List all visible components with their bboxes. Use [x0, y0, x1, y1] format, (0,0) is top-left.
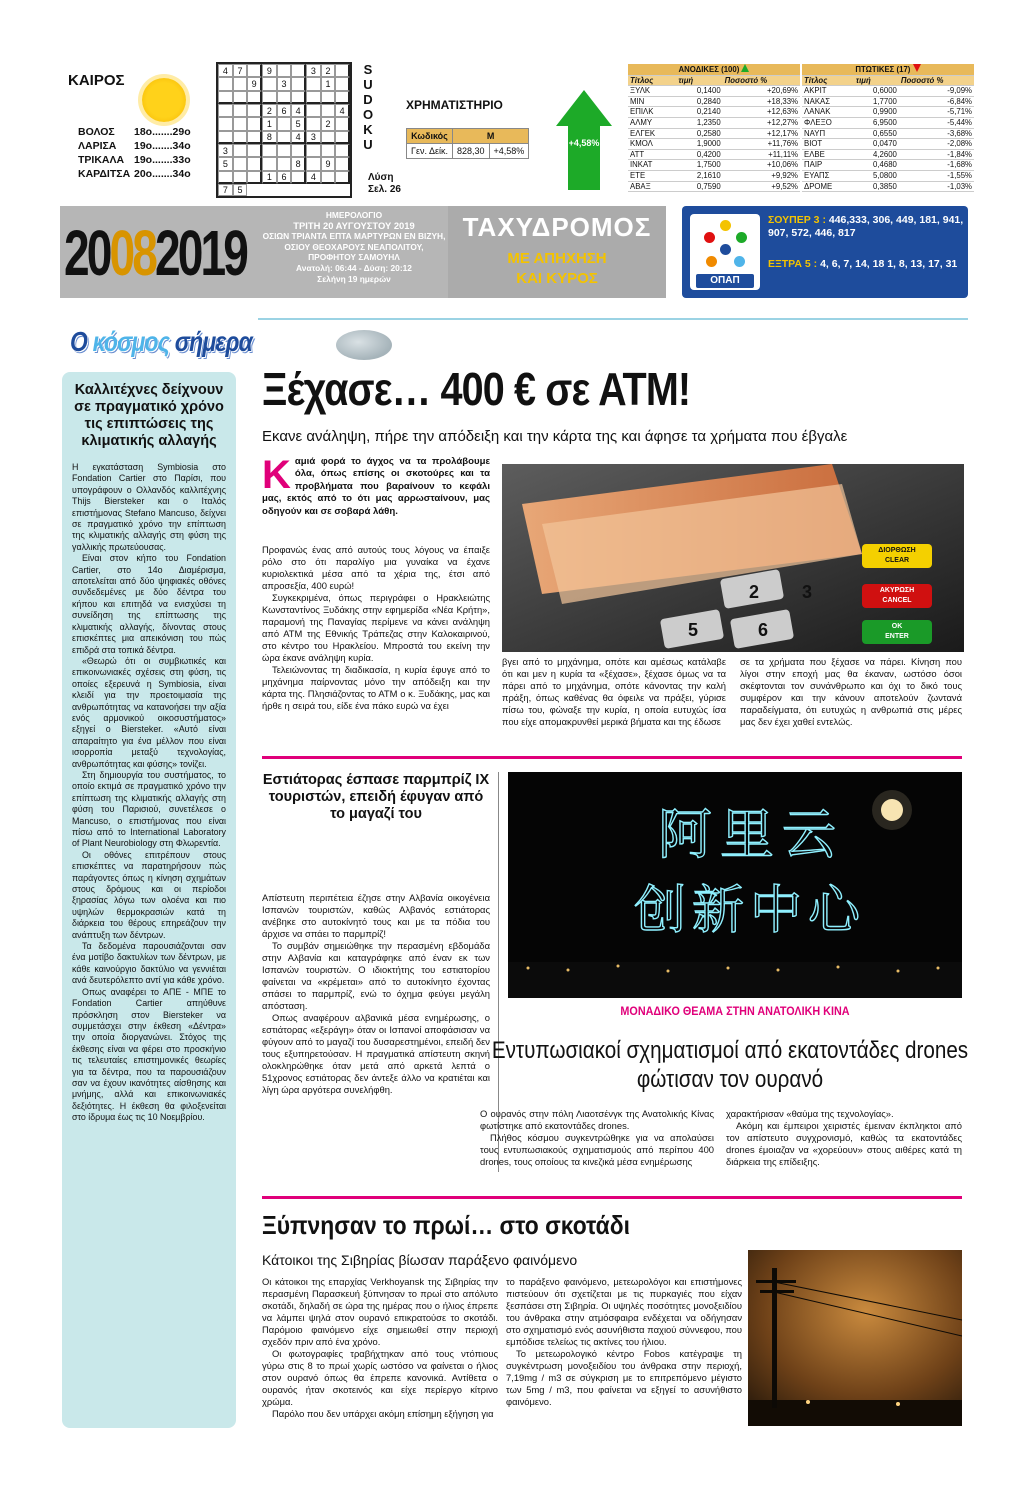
stock-cell: +11,76%	[723, 139, 800, 150]
stock-cell: Γεν. Δείκ.	[407, 144, 453, 159]
globe-icon	[336, 330, 392, 360]
stock-row	[628, 96, 800, 107]
sudoku-cell	[218, 77, 233, 90]
sudoku-cell: 1	[262, 171, 277, 184]
sudoku-cell: 1	[321, 77, 336, 90]
stock-cell: 1,7700	[854, 96, 899, 107]
sudoku-cell	[277, 131, 292, 144]
left-article	[62, 372, 236, 1428]
stock-row	[628, 160, 800, 171]
sudoku-cell: 2	[262, 104, 277, 117]
stock-index-table	[406, 128, 529, 159]
sudoku-cell	[218, 171, 233, 184]
opap-brand: ΟΠΑΠ	[696, 274, 754, 288]
stock-cell: ΙΝΚΑΤ	[628, 160, 676, 171]
paragraph: Η εγκατάσταση Symbiosia στο Fondation Cartier στο Παρίσι, που υπογράφουν ο Ολλανδός καλλιτέχνης Thijs Biersteker και ο Ιταλός επιστήμονας Stefano Mancuso, δείχνει σε πραγματικό χρόνο την επίπτωση της κλιματικής αλλαγής στη φύση της γαλλικής πρωτεύουσας.	[72, 462, 226, 552]
stock-cell: +11,11%	[723, 149, 800, 160]
paragraph: Το συμβάν σημειώθηκε την περασμένη εβδομάδα στην Αλβανία και καταγράφηκε από έναν εκ των Ισπανών τουριστών. Ο ιδιοκτήτης του εστιατορίου φαίνεται να «κρέμεται» από το αυτοκίνητο έχοντας σπάσει το παρμπρίζ, ενώ το όχημα φεύγει μεγάλη απόσταση.	[262, 940, 490, 1011]
sudoku-cell	[233, 144, 248, 157]
sudoku-cell	[262, 91, 277, 104]
stock-row	[628, 170, 800, 181]
sudoku-cell: 4	[291, 104, 306, 117]
sudoku-cell	[335, 157, 350, 170]
stock-cell: -1,84%	[899, 149, 974, 160]
sudoku-cell	[247, 64, 262, 77]
sudoku-cell: 5	[233, 184, 248, 196]
sudoku-cell	[321, 171, 336, 184]
sudoku-solution-ref: Λύση Σελ. 26	[368, 172, 401, 195]
stock-cell: ΑΛΜΥ	[628, 117, 676, 128]
stock-row	[802, 160, 974, 171]
super3-results: ΣΟΥΠΕΡ 3 : 446,333, 306, 449, 181, 941, 907, 572, 446, 817	[768, 214, 964, 239]
paragraph: Προφανώς ένας από αυτούς τους λόγους να έπαιξε ρόλο στο ότι παραλίγο μια γυναίκα να έχανε κυριολεκτικά μέσα από τα χέρια της, έτσι από απροσεξία, 400 ευρώ!	[262, 544, 490, 591]
stock-cell: ΚΜΟΛ	[628, 139, 676, 150]
stock-cell: 0,3850	[854, 181, 899, 192]
sudoku-cell: 5	[218, 157, 233, 170]
paragraph: Ο ουρανός στην πόλη Λιαοτσένγκ της Ανατολικής Κίνας φωτίστηκε από εκατοντάδες drones.	[480, 1108, 714, 1131]
atm-key: 6	[758, 620, 769, 640]
sudoku-cell	[321, 104, 336, 117]
sudoku-cell	[335, 131, 350, 144]
paragraph: Οι κάτοικοι της επαρχίας Verkhoyansk της Σιβηρίας την περασμένη Παρασκευή ξύπνησαν το πρωί στο απόλυτο σκοτάδι, δηλαδή σε ώρα της ημέρας που ο ήλιος έπρεπε να λάμπει ψηλά στον ουρανό επικρατούσε το σκοτάδι. Παρόμοιο φαινόμενο είχε σημειωθεί στην περιοχή σχεδόν πριν από ένα χρόνο.	[262, 1276, 498, 1347]
drone-formation-bottom: 创新中心	[634, 881, 867, 941]
sun-icon	[142, 78, 186, 122]
stock-row	[802, 96, 974, 107]
sudoku-cell	[306, 91, 321, 104]
sudoku-cell	[306, 117, 321, 130]
sudoku-cell	[262, 77, 277, 90]
sudoku-cell: 2	[321, 64, 336, 77]
sudoku-cell	[247, 117, 262, 130]
opap-logo-icon	[690, 214, 760, 290]
sudoku-cell	[277, 157, 292, 170]
restaurant-body	[262, 892, 490, 1096]
sudoku-cell	[233, 117, 248, 130]
stock-cell: ΕΥΑΠΣ	[802, 170, 854, 181]
stock-cell: +12,63%	[723, 107, 800, 118]
sudoku-cell	[247, 131, 262, 144]
sudoku-cell	[247, 104, 262, 117]
sudoku-cell: 1	[262, 117, 277, 130]
sudoku-cell: 3	[306, 131, 321, 144]
sudoku-cell	[306, 157, 321, 170]
stock-cell: ΜΙΝ	[628, 96, 676, 107]
stock-cell: -9,09%	[899, 86, 974, 97]
stock-cell: 6,9500	[854, 117, 899, 128]
sudoku-cell: 8	[291, 157, 306, 170]
stock-cell: -6,84%	[899, 96, 974, 107]
sudoku-label: S U D O K U	[362, 62, 374, 152]
sudoku-cell	[335, 117, 350, 130]
sudoku-cell	[291, 171, 306, 184]
paragraph: Οπως αναφέρουν αλβανικά μέσα ενημέρωσης, ο εστιάτορας «εξεράγη» όταν οι Ισπανοί αποφάσισαν να φύγουν από το μαγαζί του δυσαρεστημένοι, επειδή δεν τους εξυπηρετούσαν. Η πραγματικά απίστευτη σκηνή ολοκληρώθηκε όταν μετά από αρκετά λεπτά ο 51χρονος εστιάτορας δεν άντεξε άλλο να κρατιέται και λίγη ώρα αργότερα συνελήφθη.	[262, 1012, 490, 1095]
paragraph: «Θεωρώ ότι οι συμβιωτικές και επικοινωνιακές σχέσεις στη φύση, τις οποίες εξερευνά η Symbiosia, είναι κλειδί για την προετοιμασία της ανθρωπότητας να κατανοήσει την αξία ενός αρμονικού οικοσυστήματος» εξηγεί ο Biersteker. «Αυτό είναι απαραίτητο για ένα μέλλον που είναι ισορροπία μεταξύ τεχνολογίας, ανθρωπότητας και φύσης» τονίζει.	[72, 655, 226, 769]
paragraph: Το μετεωρολογικό κέντρο Fobos κατέγραψε τη συγκέντρωση μονοξειδίου του άνθρακα στην περιοχή, 7,19mg / m3 σε σύγκριση με το επιτρεπόμενο μέγιστο των 5mg / m3, που φαίνεται να εξηγεί το ασυνήθιστο φαινόμενο.	[506, 1348, 742, 1407]
stock-cell: ΠΑΙΡ	[802, 160, 854, 171]
weather-row: ΚΑΡΔΙΤΣΑ 20ο.......34ο	[78, 168, 191, 180]
sudoku-cell	[335, 77, 350, 90]
stock-cell: 0,7590	[676, 181, 722, 192]
stock-row	[628, 181, 800, 192]
up-arrow-icon	[556, 90, 612, 190]
main-lead: Καμιά φορά το άγχος να τα προλάβουμε όλα, όπως επίσης οι σκοτούρες και τα προβλήματα που βαραίνουν το κεφάλι μας, εκτός από το ότι μας αρρωσταίνουν, μας οδηγούν και σε σοβαρά λάθη.	[262, 453, 490, 517]
sudoku-cell	[277, 91, 292, 104]
sudoku-cell	[321, 131, 336, 144]
sudoku-cell	[218, 104, 233, 117]
sudoku-cell	[335, 91, 350, 104]
drones-photo	[508, 772, 962, 998]
sudoku-cell: 3	[306, 64, 321, 77]
stock-cell: 1,9000	[676, 139, 722, 150]
weather-title: ΚΑΙΡΟΣ	[68, 72, 125, 89]
stock-cell: 0,4200	[676, 149, 722, 160]
stock-cell: ΑΒΑΞ	[628, 181, 676, 192]
stock-row	[802, 139, 974, 150]
stock-cell: -3,68%	[899, 128, 974, 139]
stock-cell: +12,17%	[723, 128, 800, 139]
stock-cell: ΒΙΟΤ	[802, 139, 854, 150]
atm-photo	[502, 464, 964, 652]
rise-icon	[741, 64, 749, 72]
stock-cell: 0,6550	[854, 128, 899, 139]
sudoku-cell	[335, 144, 350, 157]
atm-key-clear: ΔΙΟΡΘΩΣΗ CLEAR	[878, 547, 916, 564]
sudoku-cell	[291, 77, 306, 90]
stock-cell: 1,7500	[676, 160, 722, 171]
stock-cell: ΕΛΒΕ	[802, 149, 854, 160]
stock-cell: ΝΑΚΑΣ	[802, 96, 854, 107]
stock-cell: 2,1610	[676, 170, 722, 181]
section-header: Ο κόσμος σήμερα	[60, 316, 350, 368]
sudoku-cell: 4	[306, 171, 321, 184]
stock-row	[628, 139, 800, 150]
paragraph: Συγκεκριμένα, όπως περιγράφει ο Ηρακλειώτης Κωνσταντίνος Ξυδάκης στην εφημερίδα «Νέα Κρήτη», παραμονή της Παναγίας περίμενε να κάνει ανάληψη από ΑΤΜ της Εθνικής Τράπεζας στην Καλοκαιρινού, στο κέντρο του Ηρακλείου. Μπροστά του εκείνη την ώρα έκανε ανάληψη κυρία.	[262, 592, 490, 663]
stock-cell: 0,2580	[676, 128, 722, 139]
sudoku-cell: 8	[262, 131, 277, 144]
stock-row	[628, 149, 800, 160]
sudoku-cell: 6	[277, 104, 292, 117]
sudoku-cell	[306, 144, 321, 157]
index-change: +4,58%	[568, 138, 600, 148]
sudoku-cell: 5	[291, 117, 306, 130]
atm-key: 3	[802, 582, 813, 602]
slogan-line: ΜΕ ΑΠΗΧΗΣΗ	[507, 250, 607, 267]
siberia-col-1	[262, 1276, 498, 1420]
stock-cell: ΛΑΝΑΚ	[802, 107, 854, 118]
stock-cell: +4,58%	[489, 144, 529, 159]
sudoku-cell	[218, 117, 233, 130]
stock-cell: ΦΛΕΞΟ	[802, 117, 854, 128]
stock-cell: 0,0470	[854, 139, 899, 150]
sudoku-cell	[218, 91, 233, 104]
stock-row	[802, 107, 974, 118]
main-col-1	[262, 544, 490, 712]
sudoku-cell: 6	[277, 171, 292, 184]
sudoku-cell	[247, 91, 262, 104]
stock-cell: -2,08%	[899, 139, 974, 150]
atm-key: 5	[688, 620, 699, 640]
paragraph: χαρακτήρισαν «θαύμα της τεχνολογίας».	[726, 1108, 894, 1119]
sudoku-cell: 7	[218, 184, 233, 196]
stock-cell: ΕΠΙΛΚ	[628, 107, 676, 118]
weather-row: ΤΡΙΚΑΛΑ 19ο.......33ο	[78, 154, 191, 166]
left-body	[72, 462, 226, 1124]
divider	[262, 756, 962, 759]
stock-cell: +18,33%	[723, 96, 800, 107]
stock-row	[628, 128, 800, 139]
atm-key-enter: ΟΚ ENTER	[885, 623, 909, 640]
stock-cell: ΕΛΓΕΚ	[628, 128, 676, 139]
stock-cell: 1,2350	[676, 117, 722, 128]
slogan-line: ΚΑΙ ΚΥΡΟΣ	[516, 270, 598, 287]
stock-cell: ΑΤΤ	[628, 149, 676, 160]
sudoku-cell	[233, 131, 248, 144]
weather-row: ΒΟΛΟΣ 18ο.......29ο	[78, 126, 191, 138]
stock-header: Μ	[453, 129, 529, 144]
stock-row	[628, 86, 800, 97]
sudoku-cell	[233, 171, 248, 184]
falling-stocks-table: ΠΤΩΤΙΚΕΣ (17) Τίτλος τιμή Ποσοστό % ΑΚΡΙΤ 0,6000 -9,09% ΝΑΚΑΣ 1,7700 -6,84% ΛΑΝΑΚ 0,9900 -5,71% ΦΛΕΞΟ 6,9500 -5,44% ΝΑΥΠ 0,6550 -3,68% ΒΙΟΤ 0,0470 -2,08% ΕΛΒΕ 4,2600 -1,84% ΠΑΙΡ 0,4680 -1,68% ΕΥΑΠΣ 5,0800 -1,55% ΔΡΟΜΕ 0,3850 -1,03%	[804, 65, 972, 191]
stock-cell: +9,52%	[723, 181, 800, 192]
big-date: 20082019	[64, 217, 246, 289]
sudoku-cell: 4	[218, 64, 233, 77]
fall-icon	[913, 64, 921, 72]
sudoku-cell	[277, 64, 292, 77]
section-rule	[258, 318, 968, 320]
sudoku-cell	[321, 144, 336, 157]
siberia-headline: Ξύπνησαν το πρωί… στο σκοτάδι	[262, 1210, 630, 1240]
sudoku-cell	[321, 91, 336, 104]
paragraph: Οπως αναφέρει το ΑΠΕ - ΜΠΕ το Fondation Cartier απηύθυνε πρόσκληση στον Biersteker να συμμετάσχει στην έκθεση «Δέντρα» την οποία διοργανώνει. Στόχος της έκθεσης είναι να φέρει στο προσκήνιο τις τελευταίες επιστημονικές θεωρίες για τα δέντρα, που τα παρουσιάζουν σαν να έχουν ικανότητες αίσθησης και μνήμης, αλλά και επικοινωνιακές δεξιότητες. Η έκθεση θα φιλοξενείται στο ίδρυμα έως τις 10 Νοεμβρίου.	[72, 986, 226, 1123]
drones-headline: Εντυπωσιακοί σχηματισμοί από εκατοντάδες drones φώτισαν τον ουρανό	[491, 1037, 969, 1093]
stock-row	[802, 117, 974, 128]
stock-cell: 828,30	[453, 144, 490, 159]
main-col-2: βγει από το μηχάνημα, οπότε και αμέσως κατάλαβε ότι και μεν η κυρία τα «ξέχασε», ξέχασε όμως να τα πάρει από το μηχάνημα, οπότε κάνοντας την καλή πράξη, όπως καθένας θα όφειλε να πράξει, γύρισε πίσω του, φώναξε την κυρία, η οποία ευτυχώς ίσα που είχε απομακρυνθεί μερικά βήματα και της έδωσε	[502, 656, 726, 727]
extra5-results: ΕΞΤΡΑ 5 : 4, 6, 7, 14, 18 1, 8, 13, 17, 31	[768, 258, 958, 270]
sudoku-cell	[277, 144, 292, 157]
paragraph: Είναι στον κήπο του Fondation Cartier, στο 14ο Διαμέρισμα, αποτελείται από δύο ψηφιακές οθόνες συνδεδεμένες με δύο δέντρα του κήπου και επιτηδά να ενισχύσει τη συνείδηση της επίπτωσης της κλιματικής αλλαγής, δίνοντας στους επισκέπτες μια απεικόνιση του πώς επιδρά στα τοπικά δέντρα.	[72, 553, 226, 655]
stock-cell: ΞΥΛΚ	[628, 86, 676, 97]
sudoku-cell	[233, 77, 248, 90]
sudoku-cell: 9	[321, 157, 336, 170]
drones-caption: ΜΟΝΑΔΙΚΟ ΘΕΑΜΑ ΣΤΗΝ ΑΝΑΤΟΛΙΚΗ ΚΙΝΑ	[620, 1004, 850, 1018]
stock-cell: -1,55%	[899, 170, 974, 181]
stock-cell: 0,6000	[854, 86, 899, 97]
sudoku-cell: 9	[247, 77, 262, 90]
stock-row	[802, 170, 974, 181]
stock-cell: 0,1400	[676, 86, 722, 97]
sudoku-cell	[262, 144, 277, 157]
sudoku-cell	[306, 77, 321, 90]
sudoku-cell: 7	[233, 64, 248, 77]
stock-cell: ΑΚΡΙΤ	[802, 86, 854, 97]
atm-key-cancel: ΑΚΥΡΩΣΗ CANCEL	[879, 587, 915, 604]
stock-row	[802, 128, 974, 139]
stock-cell: 4,2600	[854, 149, 899, 160]
stock-cell: -5,44%	[899, 117, 974, 128]
stock-cell: +12,27%	[723, 117, 800, 128]
stock-cell: ΕΤΕ	[628, 170, 676, 181]
weather-row: ΛΑΡΙΣΑ 19ο.......34ο	[78, 140, 191, 152]
sudoku-cell	[291, 64, 306, 77]
sudoku-grid	[216, 62, 352, 198]
atm-key: 2	[749, 582, 760, 602]
stock-cell: +20,69%	[723, 86, 800, 97]
paragraph: Τελειώνοντας τη διαδικασία, η κυρία έφυγε από το μηχάνημα παίρνοντας μόνο την απόδειξη και την κάρτα της. Πλησιάζοντας το ΑΤΜ ο κ. Ξυδάκης, μας και ήρθε η σειρά του, είδε ένα πάκο ευρώ να έχει	[262, 664, 490, 711]
sudoku-cell: 2	[321, 117, 336, 130]
stock-row	[802, 149, 974, 160]
dark-sky-photo	[748, 1250, 962, 1426]
sudoku-cell	[247, 144, 262, 157]
sudoku-cell	[262, 157, 277, 170]
stock-cell: 0,9900	[854, 107, 899, 118]
sudoku-cell	[335, 64, 350, 77]
left-headline: Καλλιτέχνες δείχνουν σε πραγματικό χρόνο τις επιπτώσεις της κλιματικής αλλαγής	[74, 382, 224, 449]
sudoku-cell: 3	[277, 77, 292, 90]
stock-row	[628, 107, 800, 118]
siberia-subtitle: Κάτοικοι της Σιβηρίας βίωσαν παράξενο φαινόμενο	[262, 1252, 578, 1268]
rising-stocks-table: ΑΝΟΔΙΚΕΣ (100) Τίτλος τιμή Ποσοστό % ΞΥΛΚ 0,1400 +20,69% ΜΙΝ 0,2840 +18,33% ΕΠΙΛΚ 0,2140 +12,63% ΑΛΜΥ 1,2350 +12,27% ΕΛΓΕΚ 0,2580 +12,17% ΚΜΟΛ 1,9000 +11,76% ΑΤΤ 0,4200 +11,11% ΙΝΚΑΤ 1,7500 +10,06% ΕΤΕ 2,1610 +9,92% ΑΒΑΞ 0,7590 +9,52%	[630, 65, 798, 191]
stock-row	[802, 181, 974, 192]
sudoku-cell: 4	[291, 131, 306, 144]
stock-cell: +9,92%	[723, 170, 800, 181]
paragraph: Οι φωτογραφίες τραβήχτηκαν από τους ντόπιους γύρω στις 8 το πρωί χωρίς ωστόσο να φαίνεται ο ήλιος στον ουρανό όπως θα έπρεπε κανονικά. Αντίθετα ο ουρανός ήταν σκοτεινός και είχε περίεργο κίτρινο χρώμα.	[262, 1348, 498, 1407]
sudoku-cell	[233, 157, 248, 170]
paragraph: Παρόλο που δεν υπάρχει ακόμη επίσημη εξήγηση για	[272, 1408, 494, 1419]
sudoku-cell	[233, 91, 248, 104]
sudoku-cell: 3	[218, 144, 233, 157]
stock-cell: ΝΑΥΠ	[802, 128, 854, 139]
stock-row	[802, 86, 974, 97]
stock-cell: 0,2140	[676, 107, 722, 118]
stock-cell: -1,68%	[899, 160, 974, 171]
divider	[262, 1196, 962, 1199]
stock-cell: ΔΡΟΜΕ	[802, 181, 854, 192]
stock-cell: 0,2840	[676, 96, 722, 107]
taxydromos-banner	[448, 206, 666, 298]
stock-cell: -1,03%	[899, 181, 974, 192]
calendar: ΗΜΕΡΟΛΟΓΙΟ ΤΡΙΤΗ 20 ΑΥΓΟΥΣΤΟΥ 2019 ΟΣΙΩΝ ΤΡΙΑΝΤΑ ΕΠΤΑ ΜΑΡΤΥΡΩΝ ΕΝ ΒΙΖΥΗ, ΟΣΙΟΥ ΘΕΟΧΑΡΟΥΣ ΝΕΑΠΟΛΙΤΟΥ, ΠΡΟΦΗΤΟΥ ΣΑΜΟΥΗΛ Ανατολή: 06:44 - Δύση: 20:12 Σελήνη 19 ημερών	[262, 210, 446, 284]
drones-col-2	[726, 1108, 962, 1168]
paragraph: Τα δεδομένα παρουσιάζονται σαν ένα μοτίβο δακτυλίων των δέντρων, με κάθε καινούργιο δακτύλιο να γεννιέται ανά δευτερόλεπτο αντί για κάθε χρόνο.	[72, 941, 226, 986]
main-subtitle: Εκανε ανάληψη, πήρε την απόδειξη και την κάρτα της και άφησε τα χρήματα που έβγαλε	[262, 428, 848, 445]
sudoku-cell	[247, 171, 262, 184]
siberia-col-2	[506, 1276, 742, 1408]
restaurant-headline: Εστιάτορας έσπασε παρμπρίζ ΙΧ τουριστών, επειδή έφυγαν από το μαγαζί του	[262, 772, 490, 822]
sudoku-cell	[291, 144, 306, 157]
paragraph: το παράξενο φαινόμενο, μετεωρολόγοι και επιστήμονες πιστεύουν ότι σχετίζεται με τις πυρκαγιές που είχαν ξεσπάσει στη Σιβηρία. Οι υψηλές ποσότητες μονοξειδίου του άνθρακα στην ατμόσφαιρα ενδέχεται να οδήγησαν στο σχηματισμό ενός ασυνήθιστα παχιού σύννεφου, που εμπόδισε τελείως τις ακτίνες του ήλιου.	[506, 1276, 742, 1347]
sudoku-cell: 4	[335, 104, 350, 117]
main-headline: Ξέχασε… 400 € σε ΑΤΜ!	[262, 363, 691, 415]
drone-formation-top: 阿里云	[658, 803, 844, 866]
stock-title: ΧΡΗΜΑΤΙΣΤΗΡΙΟ	[406, 98, 503, 112]
sudoku-cell	[218, 131, 233, 144]
drones-col-1	[480, 1108, 714, 1168]
paragraph: Στη δημιουργία του συστήματος, το οποίο εκτιμά σε πραγματικό χρόνο την επίπτωση της κλιματικής αλλαγής στη φύση του Παρισιού, συνετέλεσε ο Mancuso, ο επιστήμονας που είναι πίσω από το International Laboratory of Plant Neurobiology στη Φλωρεντία.	[72, 769, 226, 849]
opap-results	[682, 206, 968, 298]
main-col-3: σε τα χρήματα που ξέχασε να πάρει. Κίνηση που λίγοι στην εποχή μας θα έκαναν, ωστόσο όσοι σκέφτονται τον συνάνθρωπο και όχι το δικό τους συμφέρον και την κάνουν αποτελούν ζωντανά παραδείγματα, ότι ευτυχώς η ανθρωπιά στις μέρες μας δεν έχει χαθεί εντελώς.	[740, 656, 962, 727]
paragraph: Πλήθος κόσμου συγκεντρώθηκε για να απολαύσει τους εντυπωσιακούς σχηματισμούς από περίπου 400 drones, τους οποίους τα κινεζικά μέσα ενημέρωσης	[480, 1132, 714, 1167]
stock-row	[628, 117, 800, 128]
stock-cell: 0,4680	[854, 160, 899, 171]
sudoku-cell	[247, 157, 262, 170]
sudoku-cell	[233, 104, 248, 117]
stock-header: Κωδικός	[407, 129, 453, 144]
paragraph: Απίστευτη περιπέτεια έζησε στην Αλβανία οικογένεια Ισπανών τουριστών, καθώς Αλβανός εστιάτορας ανέβηκε στο αυτοκίνητό τους και με τα πόδια του άρχισε να σπάει το παρμπρίζ!	[262, 892, 490, 939]
paper-name: ΤΑΧΥΔΡΟΜΟΣ	[462, 212, 652, 242]
paragraph: Ακόμη και έμπειροι χειριστές έμειναν έκπληκτοι από τον απίστευτο συγχρονισμό, καθώς τα εκατοντάδες drones έμοιαζαν να «χορεύουν» στους αιθέρες κατά τη διάρκεια της επίδειξης.	[726, 1120, 962, 1167]
stock-cell: 5,0800	[854, 170, 899, 181]
sudoku-cell	[306, 104, 321, 117]
sudoku-cell	[291, 91, 306, 104]
stock-cell: +10,06%	[723, 160, 800, 171]
sudoku-cell	[277, 117, 292, 130]
paragraph: Οι οθόνες επιτρέπουν στους επισκέπτες να παρατηρήσουν πώς παράγοντες όπως η κίνηση σχημάτων στους δρόμους και οι περίοδοι ξηρασίας λόγω των ολοένα και πιο υψηλών θερμοκρασιών κατά τη διάρκεια του θέρους επηρεάζουν την ανάπτυξη των δέντρων.	[72, 849, 226, 940]
sudoku-cell: 9	[262, 64, 277, 77]
stock-cell: -5,71%	[899, 107, 974, 118]
weather-box	[62, 62, 212, 192]
sudoku-cell	[335, 171, 350, 184]
